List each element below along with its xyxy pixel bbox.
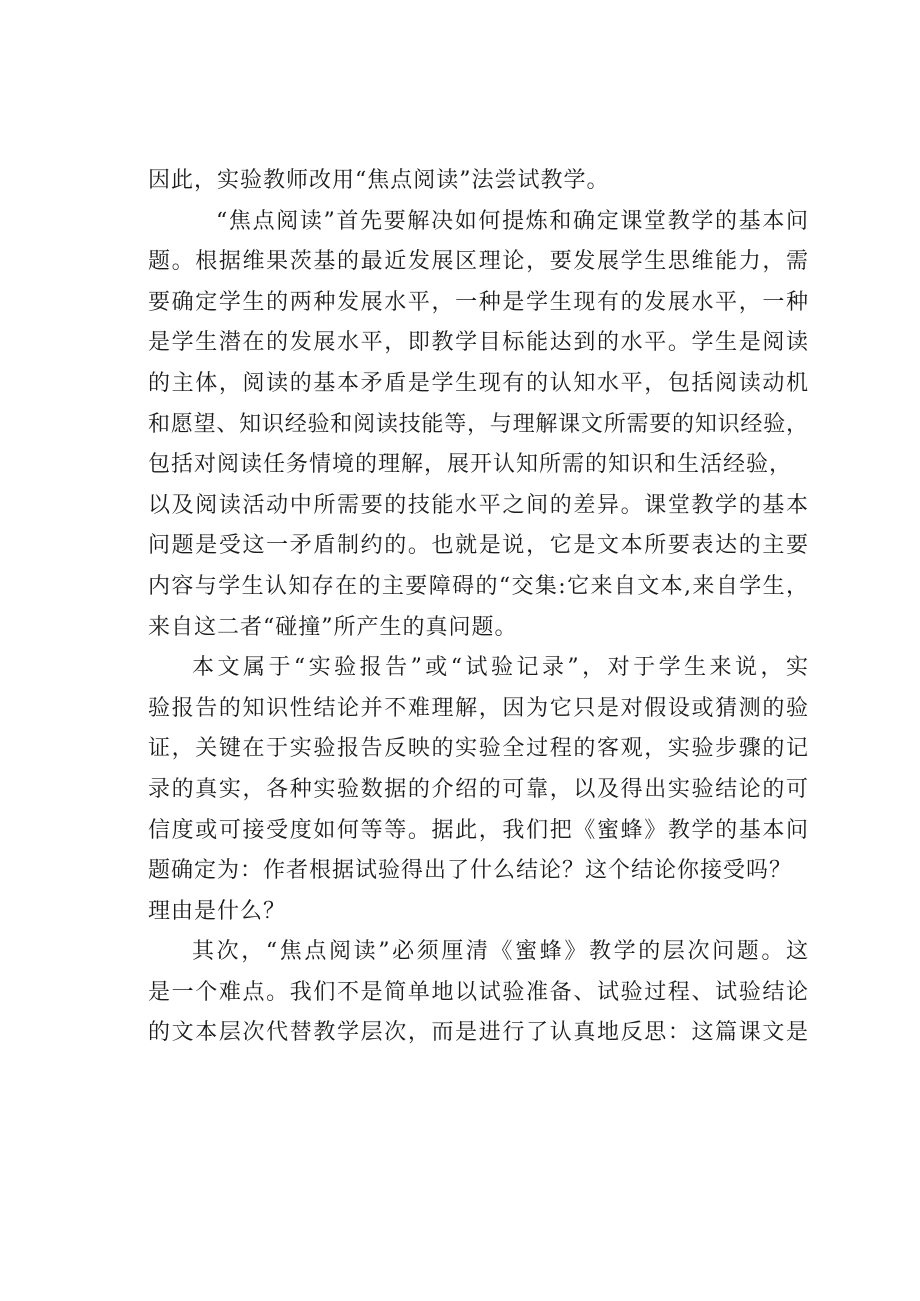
text-line: 的文本层次代替教学层次，而是进行了认真地反思：这篇课文是 (148, 1020, 808, 1046)
text-line: 是学生潜在的发展水平，即教学目标能达到的水平。学生是阅读 (148, 330, 808, 356)
text-line: 其次，“焦点阅读”必须厘清《蜜蜂》教学的层次问题。这 (192, 939, 808, 965)
text-line: 题确定为：作者根据试验得出了什么结论？这个结论你接受吗？ (148, 858, 793, 884)
text-line: 题。根据维果茨基的最近发展区理论，要发展学生思维能力，需 (148, 249, 808, 275)
text-line: 验报告的知识性结论并不难理解，因为它只是对假设或猜测的验 (148, 695, 808, 721)
text-line: 是一个难点。我们不是简单地以试验准备、试验过程、试验结论 (148, 979, 808, 1005)
text-line: 和愿望、知识经验和阅读技能等，与理解课文所需要的知识经验， (148, 411, 808, 437)
text-line: 问题是受这一矛盾制约的。也就是说，它是文本所要表达的主要 (148, 533, 808, 559)
text-line: 要确定学生的两种发展水平，一种是学生现有的发展水平，一种 (148, 289, 808, 315)
text-line: 以及阅读活动中所需要的技能水平之间的差异。课堂教学的基本 (148, 492, 808, 518)
document-body (148, 161, 808, 1054)
text-line: 内容与学生认知存在的主要障碍的“交集:它来自文本,来自学生， (148, 573, 808, 599)
text-line: 因此，实验教师改用“焦点阅读”法尝试教学。 (148, 168, 610, 193)
text-line: 本文属于“实验报告”或“试验记录”，对于学生来说，实 (192, 655, 808, 681)
text-line: 证，关键在于实验报告反映的实验全过程的客观，实验步骤的记 (148, 736, 808, 762)
text-line: 录的真实，各种实验数据的介绍的可靠，以及得出实验结论的可 (148, 776, 808, 802)
text-line: 信度或可接受度如何等等。据此，我们把《蜜蜂》教学的基本问 (148, 817, 808, 843)
text-line: 包括对阅读任务情境的理解，展开认知所需的知识和生活经验， (148, 452, 793, 478)
text-line: “焦点阅读”首先要解决如何提炼和确定课堂教学的基本问 (216, 208, 808, 234)
text-line: 理由是什么？ (148, 898, 287, 924)
text-line: 来自这二者“碰撞”所产生的真问题。 (148, 614, 518, 640)
text-line: 的主体，阅读的基本矛盾是学生现有的认知水平，包括阅读动机 (148, 370, 808, 396)
